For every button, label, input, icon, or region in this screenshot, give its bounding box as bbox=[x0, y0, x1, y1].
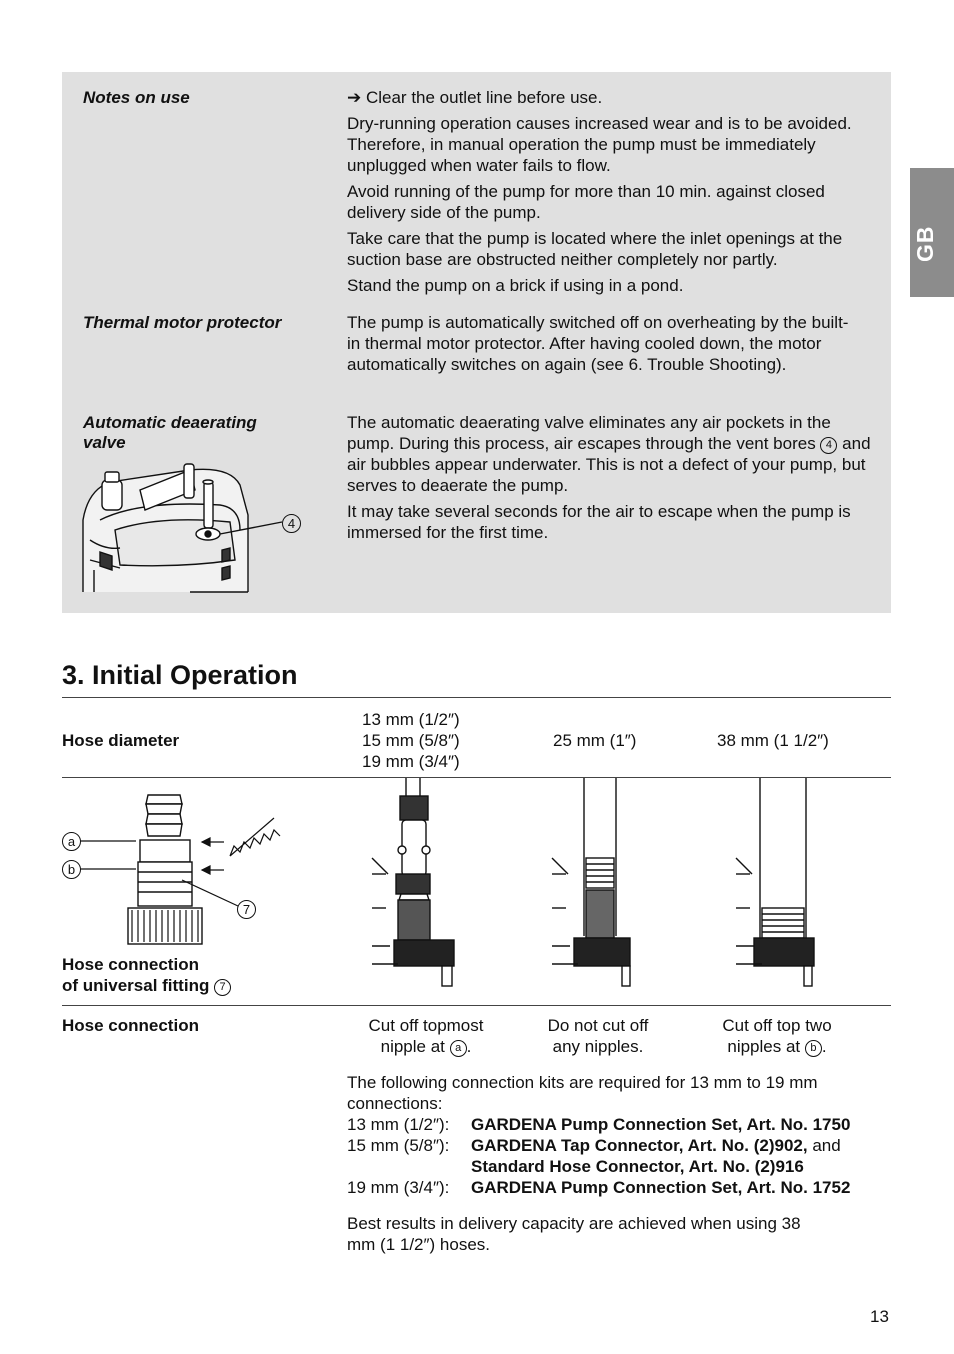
rule-bottom bbox=[62, 1005, 891, 1006]
callout-7: 7 bbox=[237, 900, 256, 919]
kit-19mm-size: 19 mm (3/4″): bbox=[347, 1178, 450, 1197]
col3-line2-text: nipples at bbox=[727, 1037, 801, 1056]
deaerating-label-line1: Automatic deaerating bbox=[83, 413, 257, 432]
deaerating-para-1b: and air bubbles appear underwater. This is not a defect of your pump, but serves to deaerate the pump. bbox=[347, 434, 871, 495]
thermal-protector-label: Thermal motor protector bbox=[83, 313, 282, 332]
best-results-text: Best results in delivery capacity are achieved when using 38 mm (1 1/2″) hoses. bbox=[347, 1214, 801, 1254]
rule-top bbox=[62, 697, 891, 698]
deaerating-para-1 bbox=[347, 412, 877, 496]
col2-line1: Do not cut off bbox=[547, 1016, 649, 1035]
section-title: 3. Initial Operation bbox=[62, 660, 298, 690]
callout-b: b bbox=[62, 860, 81, 879]
kit-row-13mm bbox=[347, 1114, 850, 1135]
pump-illustration bbox=[80, 460, 310, 593]
universal-label-line1: Hose connection bbox=[62, 955, 199, 974]
kit-13mm-text: GARDENA Pump Connection Set, Art. No. 1750 bbox=[471, 1115, 851, 1134]
callout-4: 4 bbox=[282, 514, 301, 533]
diameter-38mm: 38 mm (1 1/2″) bbox=[717, 731, 829, 750]
col3-line2: nipples at b . bbox=[727, 1037, 827, 1056]
diameter-25mm: 25 mm (1″) bbox=[553, 731, 637, 750]
kit-row-15mm bbox=[347, 1135, 841, 1156]
deaerating-text bbox=[347, 412, 877, 548]
note-closed-delivery: Avoid running of the pump for more than 10 min. against closed delivery side of the pump. bbox=[347, 182, 825, 222]
hose-connection-label: Hose connection bbox=[62, 1016, 199, 1035]
language-tab-label: GB bbox=[912, 225, 938, 262]
page-number: 13 bbox=[870, 1307, 889, 1326]
kit-row-15mm-cont bbox=[347, 1156, 804, 1177]
col1-instruction bbox=[346, 1015, 506, 1057]
universal-label-text: of universal fitting bbox=[62, 976, 210, 995]
universal-fitting-illustration bbox=[62, 790, 302, 950]
callout-4-inline: 4 bbox=[820, 437, 837, 454]
diameter-13mm: 13 mm (1/2″) bbox=[362, 710, 460, 729]
universal-label-line2 bbox=[62, 975, 231, 996]
kit-row-19mm bbox=[347, 1177, 850, 1198]
col1-line2: nipple at a . bbox=[380, 1037, 472, 1056]
col2-instruction bbox=[518, 1015, 678, 1057]
diameter-15mm: 15 mm (5/8″) bbox=[362, 731, 460, 750]
kit-15mm-text2: Standard Hose Connector, Art. No. (2)916 bbox=[471, 1157, 804, 1176]
note-dry-running: Dry-running operation causes increased wear and is to be avoided. Therefore, in manual operation the pump must be immediately unplugged when water fails to flow. bbox=[347, 114, 852, 175]
deaerating-para-2: It may take several seconds for the air to escape when the pump is immersed for the first time. bbox=[347, 502, 851, 542]
hose-13-19mm-illustration bbox=[368, 778, 458, 990]
language-tab bbox=[910, 168, 954, 297]
col1-line1: Cut off topmost bbox=[368, 1016, 484, 1035]
kits-intro: The following connection kits are required for 13 mm to 19 mm connections: bbox=[347, 1073, 818, 1113]
kit-15mm-and: and bbox=[812, 1136, 841, 1155]
kit-19mm-text: GARDENA Pump Connection Set, Art. No. 1752 bbox=[471, 1178, 851, 1197]
deaerating-para-1a: The automatic deaerating valve eliminates any air pockets in the pump. During this process, air escapes through the vent bores bbox=[347, 413, 831, 453]
note-clear-outlet: ➔ Clear the outlet line before use. bbox=[347, 88, 603, 107]
diameter-19mm: 19 mm (3/4″) bbox=[362, 752, 460, 771]
kit-13mm-size: 13 mm (1/2″): bbox=[347, 1115, 450, 1134]
col1-line2-text: nipple at bbox=[380, 1037, 445, 1056]
diameter-small-list bbox=[362, 709, 460, 772]
callout-7-inline: 7 bbox=[214, 979, 231, 996]
note-inlet-openings: Take care that the pump is located where the inlet openings at the suction base are obstructed neither completely nor partly. bbox=[347, 229, 843, 269]
kit-15mm-text: GARDENA Tap Connector, Art. No. (2)902, bbox=[471, 1136, 808, 1155]
deaerating-label-line2: valve bbox=[83, 433, 126, 452]
callout-a-inline: a bbox=[450, 1040, 467, 1057]
hose-diameter-label: Hose diameter bbox=[62, 731, 180, 750]
notes-on-use-label: Notes on use bbox=[83, 88, 190, 107]
hose-25mm-illustration bbox=[548, 778, 638, 990]
callout-b-inline: b bbox=[805, 1040, 822, 1057]
col3-line1: Cut off top two bbox=[722, 1016, 832, 1035]
col3-instruction bbox=[697, 1015, 857, 1057]
col2-line2: any nipples. bbox=[552, 1037, 644, 1056]
callout-a: a bbox=[62, 832, 81, 851]
hose-38mm-illustration bbox=[732, 778, 822, 990]
notes-on-use-text bbox=[347, 87, 872, 301]
kit-15mm-size: 15 mm (5/8″): bbox=[347, 1136, 450, 1155]
thermal-protector-text: The pump is automatically switched off on overheating by the built-in thermal motor protector. After having cooled down, the motor automatically switches on again (see 6. Trouble Shooting). bbox=[347, 313, 849, 374]
note-brick: Stand the pump on a brick if using in a pond. bbox=[347, 276, 684, 295]
